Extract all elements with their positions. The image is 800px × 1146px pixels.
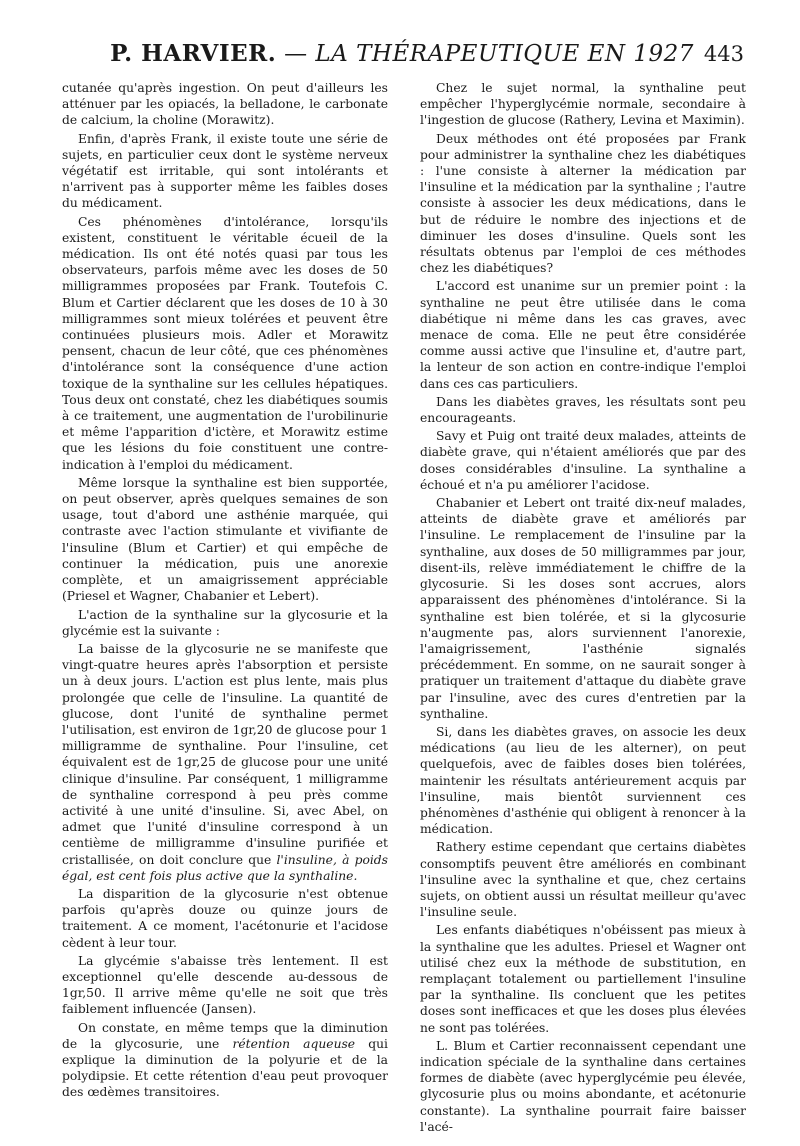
page-number: 443 xyxy=(703,42,744,66)
paragraph: Les enfants diabétiques n'obéissent pas mieux à la synthaline que les adultes. Priesel et Wagner ont utilisé chez eux la méthode de substitution, en remplaçant totalement ou partiellement l'insuline par la synthaline. Ils concluent que les petites doses sont inefficaces et que les doses plus élevées ne sont pas tolérées. xyxy=(420,923,746,1035)
paragraph: Chabanier et Lebert ont traité dix-neuf malades, atteints de diabète grave et améliorés par l'insuline. Le remplacement de l'insuline par la synthaline, aux doses de 50 milligrammes par jour, disent-ils, relève immédiatement le chiffre de la glycosurie. Si les doses sont accrues, alors apparaissent des phénomènes d'intolérance. Si la synthaline est bien tolérée, et si la glycosurie n'augmente pas, alors surviennent l'anorexie, l'amaigrissement, l'asthénie signalés précédemment. En somme, on ne saurait songer à pratiquer un traitement d'attaque du diabète grave par l'insuline, avec des cures d'entretien par la synthaline. xyxy=(420,496,746,721)
paragraph: Même lorsque la synthaline est bien supportée, on peut observer, après quelques semaines de son usage, tout d'abord une asthénie marquée, qui contraste avec l'action stimulante et vivifiante de l'insuline (Blum et Cartier) et qui empêche de continuer la médication, puis une anorexie complète, et un amaigrissement appréciable (Priesel et Wagner, Chabanier et Lebert). xyxy=(62,475,388,604)
left-column xyxy=(62,80,388,1103)
paragraph-text: qui explique la diminution de la polyurie et de la polydipsie. Et cette rétention d'eau peut provoquer des œdèmes transitoires. xyxy=(62,1036,388,1100)
paragraph: Dans les diabètes graves, les résultats sont peu encourageants. xyxy=(420,394,746,426)
paragraph: Si, dans les diabètes graves, on associe les deux médications (au lieu de les alterner), on peut quelquefois, avec de faibles doses bien tolérées, maintenir les résultats antérieurement acquis par l'insuline, mais bientôt surviennent ces phénomènes d'asthénie qui obligent à renoncer à la médication. xyxy=(420,724,746,837)
running-header xyxy=(60,40,744,80)
paragraph xyxy=(62,1020,388,1101)
paragraph: Ces phénomènes d'intolérance, lorsqu'ils existent, constituent le véritable écueil de la médication. Ils ont été notés quasi par tous les observateurs, parfois même avec les doses de 50 milligrammes proposées par Frank. Toutefois C. Blum et Cartier déclarent que les doses de 10 à 30 milligrammes sont mieux tolérées et peuvent être continuées plusieurs mois. Adler et Morawitz pensent, chacun de leur côté, que ces phénomènes d'intolérance sont la conséquence d'une action toxique de la synthaline sur les cellules hépatiques. Tous deux ont constaté, chez les diabétiques soumis à ce traitement, une augmentation de l'urobilinurie et même l'apparition d'ictère, et Morawitz estime que les lésions du foie constituent une contre-indication à l'emploi du médicament. xyxy=(62,214,388,472)
italic-phrase: l'insuline, à poids égal, est cent fois plus active que la synthaline. xyxy=(62,852,388,883)
paragraph: cutanée qu'après ingestion. On peut d'ailleurs les atténuer par les opiacés, la belladone, le carbonate de calcium, la choline (Morawitz). xyxy=(62,81,388,128)
paragraph: L'accord est unanime sur un premier point : la synthaline ne peut être utilisée dans le coma diabétique ni même dans les cas graves, avec menace de coma. Elle ne peut être considérée comme aussi active que l'insuline et, d'autre part, la lenteur de son action en contre-indique l'emploi dans ces cas particuliers. xyxy=(420,279,746,391)
paragraph: Chez le sujet normal, la synthaline peut empêcher l'hyperglycémie normale, secondaire à l'ingestion de glucose (Rathery, Levina et Maximin). xyxy=(420,81,746,128)
paragraph: Enfin, d'après Frank, il existe toute une série de sujets, en particulier ceux dont le système nerveux végétatif est irritable, qui sont intolérants et n'arrivent pas à supporter même les faibles doses du médicament. xyxy=(62,131,388,211)
header-author: P. HARVIER. xyxy=(110,40,277,67)
italic-phrase: rétention aqueuse xyxy=(232,1036,356,1051)
paragraph-text: La baisse de la glycosurie ne se manifeste que vingt-quatre heures après l'absorption et persiste un à deux jours. L'action est plus lente, mais plus prolongée que celle de l'insuline. La quantité de glucose, dont l'unité de synthaline permet l'utilisation, est environ de 1gr,20 de glucose pour 1 milligramme de synthaline. Pour l'insuline, cet équivalent est de 1gr,25 de glucose pour une unité clinique d'insuline. Par conséquent, 1 milligramme de synthaline correspond à peu près comme activité à une unité d'insuline. Si, avec Abel, on admet que l'unité d'insuline correspond à un centième de milligramme d'insuline purifiée et cristallisée, on doit conclure que xyxy=(62,641,388,867)
header-dash: — xyxy=(284,41,308,67)
paragraph: La glycémie s'abaisse très lentement. Il est exceptionnel qu'elle descende au-dessous de 1gr,50. Il arrive même qu'elle ne soit que très faiblement influencée (Jansen). xyxy=(62,953,388,1017)
paragraph: L. Blum et Cartier reconnaissent cependant une indication spéciale de la synthaline dans certaines formes de diabète (avec hyperglycémie peu élevée, glycosurie plus ou moins abondante, et acétonurie constante). La synthaline pourrait faire baisser l'acé- xyxy=(420,1038,746,1134)
paragraph xyxy=(62,641,388,884)
paragraph: La disparition de la glycosurie n'est obtenue parfois qu'après douze ou quinze jours de traitement. A ce moment, l'acétonurie et l'acidose cèdent à leur tour. xyxy=(62,886,388,950)
paragraph-text: On constate, en même temps que la diminution de la glycosurie, une xyxy=(62,1020,388,1051)
paragraph: Rathery estime cependant que certains diabètes consomptifs peuvent être améliorés en combinant l'insuline avec la synthaline et que, chez certains sujets, on obtient aussi un résultat meilleur qu'avec l'insuline seule. xyxy=(420,840,746,920)
paragraph: Savy et Puig ont traité deux malades, atteints de diabète grave, qui n'étaient améliorés que par des doses considérables d'insuline. La synthaline a échoué et n'a pu améliorer l'acidose. xyxy=(420,429,746,492)
running-title xyxy=(60,40,744,67)
right-column xyxy=(420,80,746,1137)
paragraph: L'action de la synthaline sur la glycosurie et la glycémie est la suivante : xyxy=(62,607,388,638)
header-work-title: LA THÉRAPEUTIQUE EN 1927 xyxy=(315,41,694,67)
paragraph: Deux méthodes ont été proposées par Frank pour administrer la synthaline chez les diabétiques : l'une consiste à alterner la médication par l'insuline et la médication par la synthaline ; l'autre consiste à associer les deux médications, dans le but de réduire le nombre des injections et de diminuer les doses d'insuline. Quels sont les résultats obtenus par l'emploi de ces méthodes chez les diabétiques? xyxy=(420,131,746,276)
